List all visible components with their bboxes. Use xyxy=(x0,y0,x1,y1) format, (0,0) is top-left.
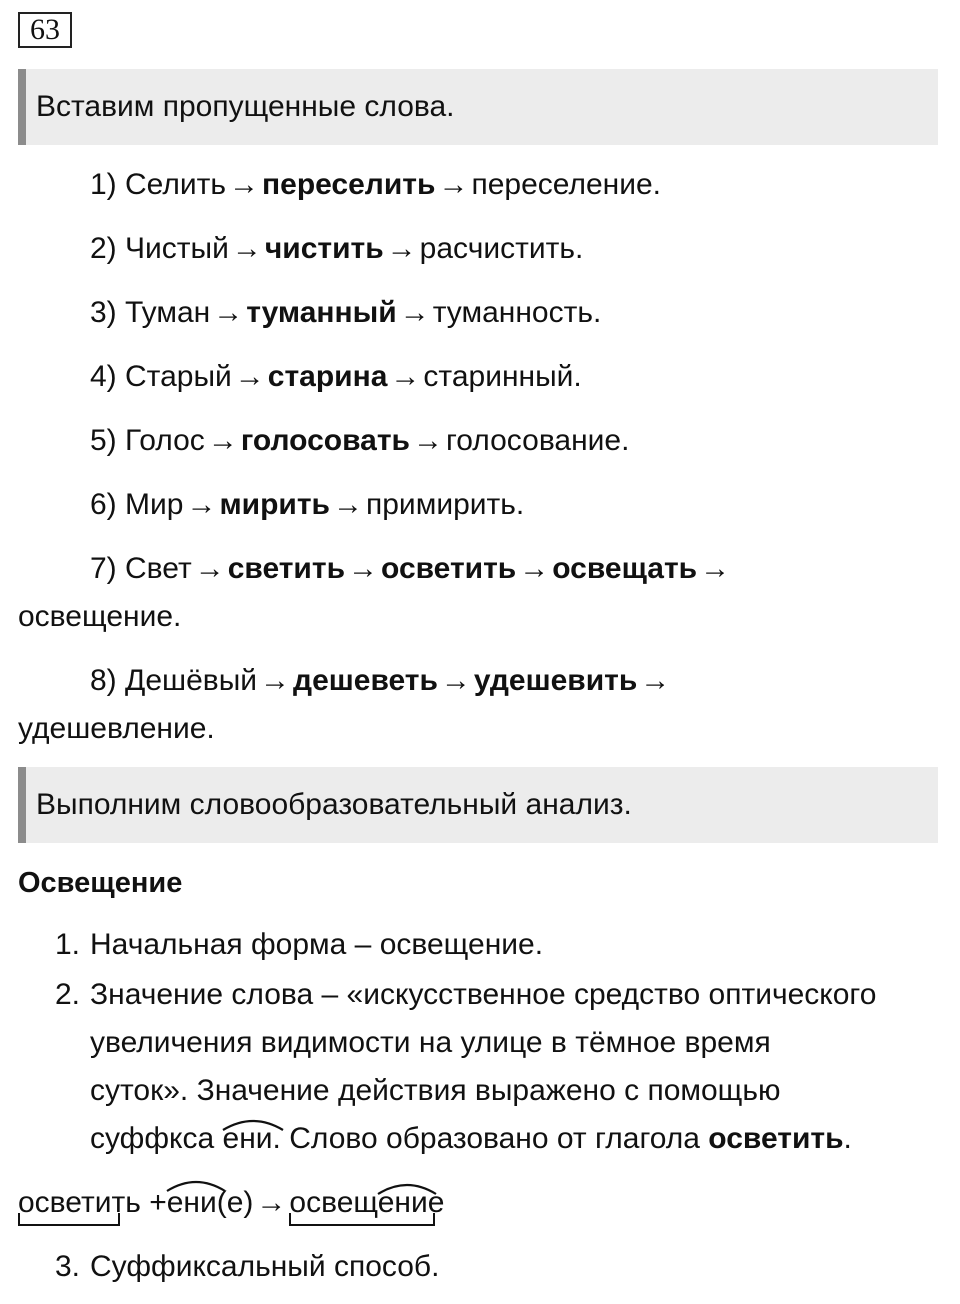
list-item-continuation: удешевление. xyxy=(18,712,215,745)
analysis-item-text: суффкса ени . Слово образовано от глагола осветить. xyxy=(90,1115,852,1163)
suffix-arc-icon xyxy=(221,1116,285,1132)
base-marked: освети xyxy=(18,1183,111,1223)
list-item: 4) Старый → старина → старинный. xyxy=(90,360,582,393)
base-bracket-icon xyxy=(289,1213,435,1227)
suffix-marked: ени xyxy=(223,1122,273,1155)
suffix-marked: ени xyxy=(378,1186,428,1219)
list-item: 2) Чистый → чистить → расчистить. xyxy=(90,232,584,265)
suffix-marked: ени xyxy=(167,1183,217,1223)
task-number: 63 xyxy=(18,12,72,48)
analysis-item-number: 1. xyxy=(55,928,81,961)
word-heading: Освещение xyxy=(18,867,183,899)
analysis-item-number: 2. xyxy=(55,978,81,1011)
section-header-analysis: Выполним словообразовательный анализ. xyxy=(18,767,938,843)
analysis-item-text: Значение слова – «искусственное средство оптического xyxy=(90,978,877,1011)
suffix-arc-icon xyxy=(376,1180,438,1196)
suffix-arc-icon xyxy=(165,1177,227,1193)
list-item: 1) Селить → переселить → переселение. xyxy=(90,168,661,201)
list-item-continuation: освещение. xyxy=(18,600,182,633)
result-base-marked: освещени xyxy=(289,1183,427,1223)
word-formation-scheme: освети ть +ени (е) → освещени е xyxy=(18,1183,444,1223)
list-item: 6) Мир → мирить → примирить. xyxy=(90,488,525,521)
analysis-item-text: Суффиксальный способ. xyxy=(90,1250,440,1283)
analysis-item-text: суток». Значение действия выражено с помощью xyxy=(90,1074,781,1107)
base-bracket-icon xyxy=(18,1213,120,1227)
analysis-item-text: Начальная форма – освещение. xyxy=(90,928,544,961)
section-header-insert-words: Вставим пропущенные слова. xyxy=(18,69,938,145)
list-item: 7) Свет → светить → осветить → освещать → xyxy=(90,552,731,585)
analysis-item-number: 3. xyxy=(55,1250,81,1283)
list-item: 5) Голос → голосовать → голосование. xyxy=(90,424,630,457)
list-item: 3) Туман → туманный → туманность. xyxy=(90,296,602,329)
analysis-item-text: увеличения видимости на улице в тёмное время xyxy=(90,1026,771,1059)
list-item: 8) Дешёвый → дешеветь → удешевить → xyxy=(90,664,671,697)
